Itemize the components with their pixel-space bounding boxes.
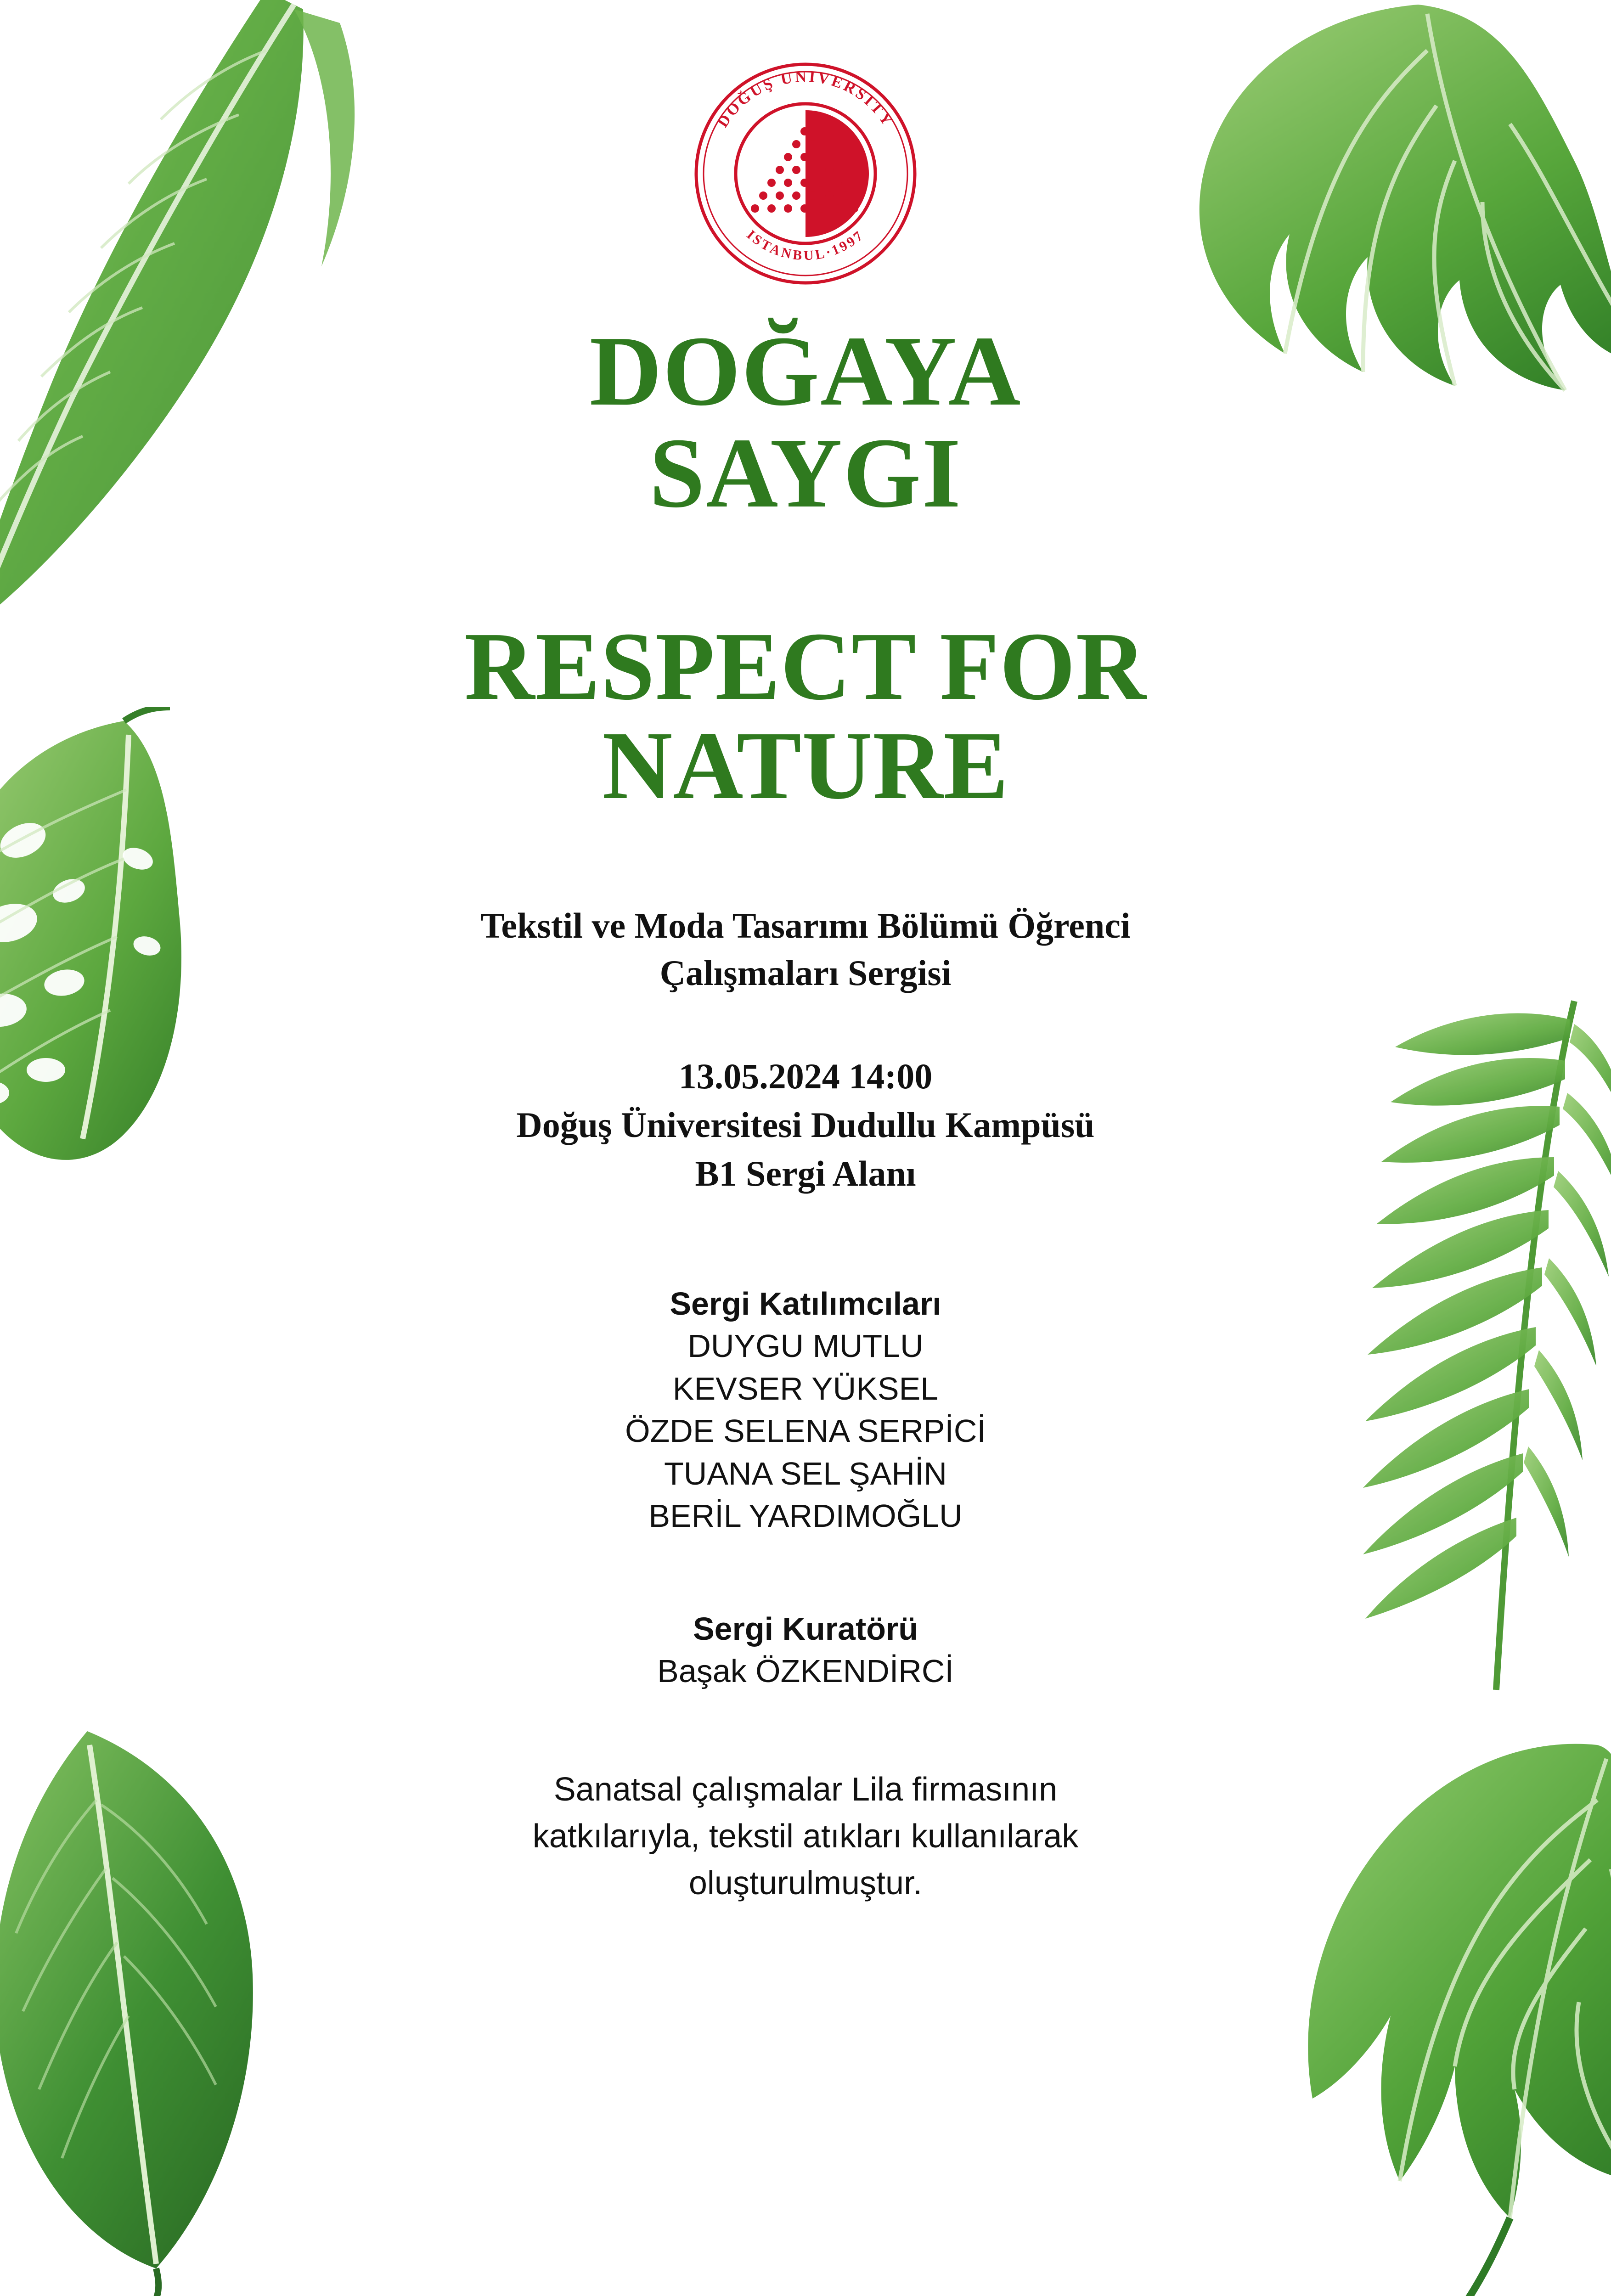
poster-title-turkish xyxy=(589,316,1022,529)
participants-section xyxy=(625,1283,986,1537)
participants-heading: Sergi Katılımcıları xyxy=(670,1286,941,1322)
participant-name: BERİL YARDIMOĞLU xyxy=(648,1497,963,1534)
curator-name: Başak ÖZKENDİRCİ xyxy=(657,1653,954,1689)
note-line-1: Sanatsal çalışmalar Lila firmasının xyxy=(553,1771,1058,1808)
participant-name: TUANA SEL ŞAHİN xyxy=(664,1455,947,1491)
event-details xyxy=(516,1052,1094,1198)
subtitle-line-1: Tekstil ve Moda Tasarımı Bölümü Öğrenci xyxy=(480,906,1131,946)
subtitle-line-2: Çalışmaları Sergisi xyxy=(659,953,952,993)
note-line-2: katkılarıyla, tekstil atıkları kullanılarak xyxy=(532,1818,1079,1855)
participant-name: KEVSER YÜKSEL xyxy=(672,1370,939,1407)
logo-bottom-text: ISTANBUL·1997 xyxy=(744,227,867,264)
event-venue: Doğuş Üniversitesi Dudullu Kampüsü xyxy=(516,1105,1095,1145)
event-datetime: 13.05.2024 14:00 xyxy=(678,1056,933,1097)
poster-subtitle xyxy=(480,902,1130,997)
participant-name: ÖZDE SELENA SERPİCİ xyxy=(625,1413,986,1449)
event-hall: B1 Sergi Alanı xyxy=(695,1154,916,1194)
title-en-line-1: RESPECT FOR xyxy=(464,612,1147,720)
title-en-line-2: NATURE xyxy=(602,711,1009,819)
logo-top-text: DOĞUŞ UNIVERSITY xyxy=(714,68,897,131)
sponsor-note xyxy=(533,1766,1078,1907)
title-tr-line-2: SAYGI xyxy=(649,418,962,529)
curator-section xyxy=(657,1608,954,1692)
note-line-3: oluşturulmuştur. xyxy=(688,1865,923,1902)
participant-name: DUYGU MUTLU xyxy=(687,1328,924,1364)
university-logo xyxy=(686,54,925,293)
poster-title-english xyxy=(464,612,1147,819)
title-tr-line-1: DOĞAYA xyxy=(589,316,1022,427)
dogus-university-logo-icon xyxy=(686,54,925,293)
curator-heading: Sergi Kuratörü xyxy=(693,1611,918,1647)
